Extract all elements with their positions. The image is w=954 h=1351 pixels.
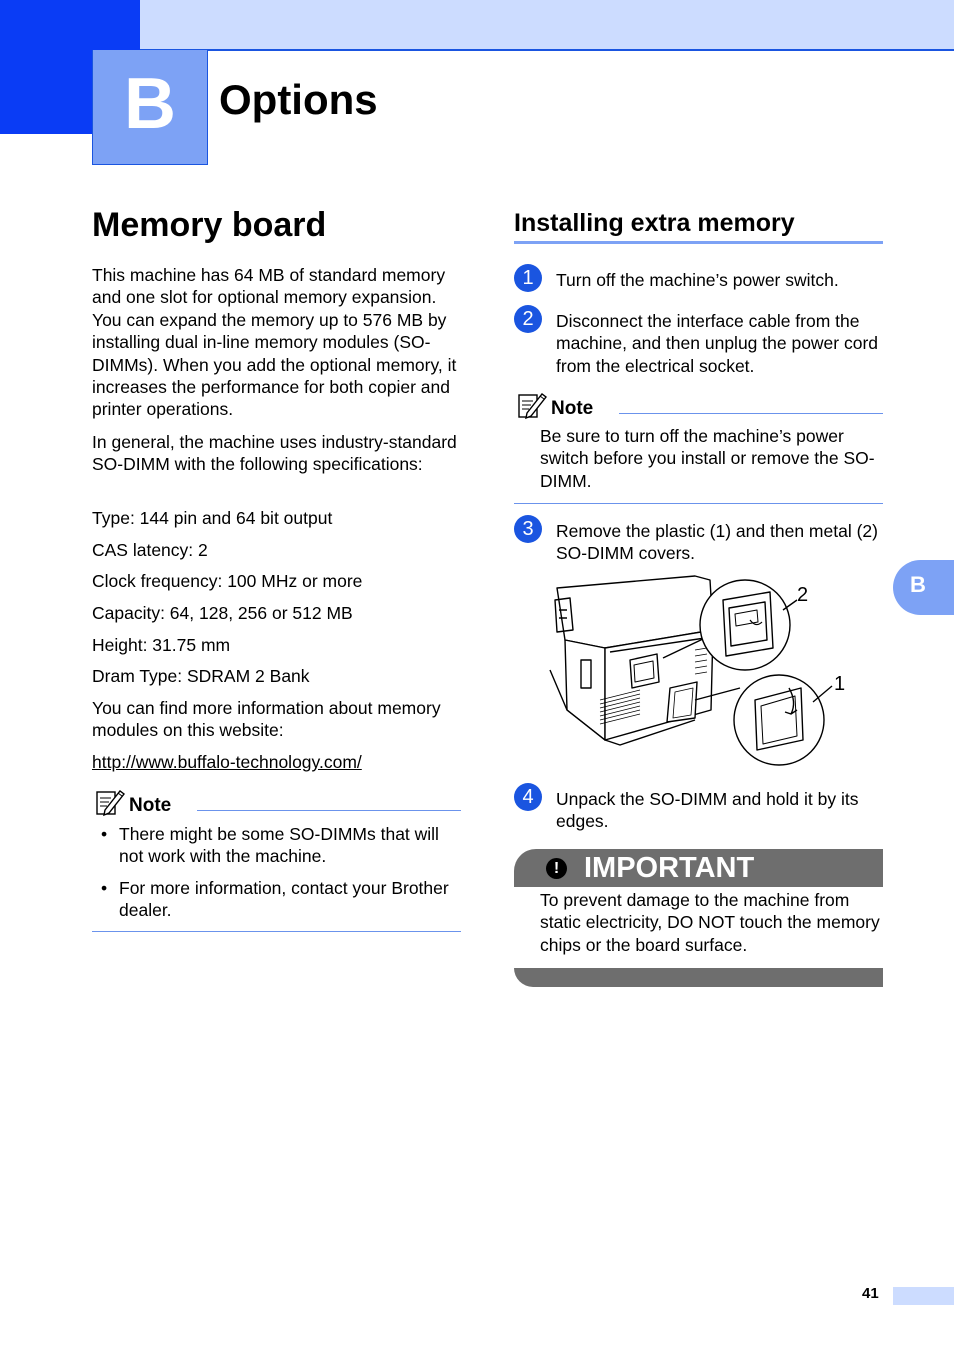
memory-board-heading: Memory board [92, 206, 327, 244]
spec-capacity: Capacity: 64, 128, 256 or 512 MB [92, 603, 353, 623]
spec-clock-frequency: Clock frequency: 100 MHz or more [92, 571, 363, 591]
callout-plastic-cover: 1 [834, 673, 846, 695]
installing-memory-heading: Installing extra memory [514, 207, 883, 244]
note-pencil-icon [517, 391, 547, 421]
left-note-top-rule [197, 810, 461, 811]
chapter-letter-box [92, 50, 208, 165]
step-1-text: Turn off the machine’s power switch. [556, 270, 839, 290]
intro-paragraph: This machine has 64 MB of standard memory and one slot for optional memory expansion. You can expand the memory up to 576 MB by installing dual in-line memory modules (SO-DIMMs). When you add the optional memory, it increases the performance for both copier and printer operations. [92, 265, 457, 420]
left-note-bullets [92, 823, 464, 931]
so-dimm-covers-illustration [545, 570, 855, 775]
buffalo-website-link[interactable]: http://www.buffalo-technology.com/ [92, 752, 362, 772]
step-4-badge: 4 [514, 783, 542, 811]
right-note-bottom-rule [514, 503, 883, 504]
page-number: 41 [862, 1285, 879, 1302]
important-label: IMPORTANT [584, 852, 755, 884]
side-tab-letter: B [910, 572, 926, 597]
list-item: • There might be some SO-DIMMs that will not work with the machine. [92, 823, 464, 868]
spec-intro-paragraph: In general, the machine uses industry-standard SO-DIMM with the following specifications: [92, 432, 457, 475]
note-pencil-icon [95, 788, 125, 818]
more-info-paragraph: You can find more information about memory modules on this website: [92, 698, 441, 741]
step-3-text: Remove the plastic (1) and then metal (2) SO-DIMM covers. [556, 521, 878, 564]
right-note-text: Be sure to turn off the machine’s power switch before you install or remove the SO-DIMM. [540, 426, 875, 491]
list-item: • For more information, contact your Brother dealer. [92, 877, 464, 922]
callout-metal-cover: 2 [797, 584, 809, 606]
chapter-side-tab [893, 560, 954, 615]
step-2-badge: 2 [514, 305, 542, 333]
step-4-text: Unpack the SO-DIMM and hold it by its edges. [556, 789, 859, 832]
step-1-badge: 1 [514, 264, 542, 292]
spec-type: Type: 144 pin and 64 bit output [92, 508, 333, 528]
page-number-bar [893, 1287, 954, 1305]
warning-exclamation-icon: ! [546, 858, 567, 879]
important-footer-bar [514, 968, 883, 987]
important-header [514, 849, 883, 887]
chapter-title: Options [219, 76, 378, 123]
step-3-badge: 3 [514, 515, 542, 543]
right-note-top-rule [619, 413, 883, 414]
left-note-bottom-rule [92, 931, 461, 932]
step-2-text: Disconnect the interface cable from the machine, and then unplug the power cord from the electrical socket. [556, 311, 879, 376]
spec-cas-latency: CAS latency: 2 [92, 540, 208, 560]
spec-dram-type: Dram Type: SDRAM 2 Bank [92, 666, 310, 686]
right-note-label: Note [551, 398, 594, 419]
important-text: To prevent damage to the machine from static electricity, DO NOT touch the memory chips or the board surface. [540, 890, 880, 955]
header-band [0, 0, 954, 51]
chapter-letter: B [124, 64, 176, 144]
left-note-label: Note [129, 795, 172, 816]
spec-height: Height: 31.75 mm [92, 635, 231, 655]
